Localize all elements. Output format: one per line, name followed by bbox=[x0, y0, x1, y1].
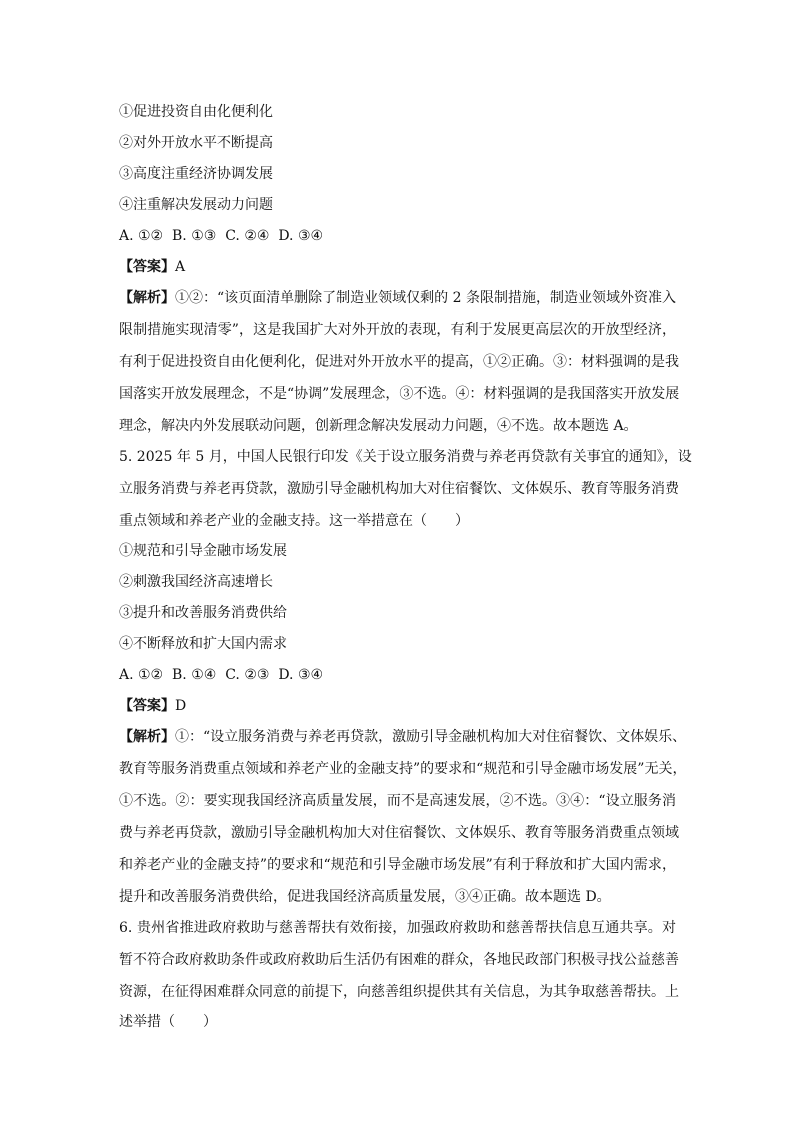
q6-stem-line-4: 述举措（ ） bbox=[119, 1014, 217, 1030]
q5-answer-label: 【答案】 bbox=[119, 698, 175, 714]
q5-analysis-line-4: 费与养老再贷款，激励引导金融机构加大对住宿餐饮、文体娱乐、教育等服务消费重点领域 bbox=[119, 825, 679, 841]
q5-option-4: ④不断释放和扩大国内需求 bbox=[119, 636, 287, 652]
q5-analysis-label: 【解析】 bbox=[119, 729, 175, 745]
q6-stem-line-1: 6. 贵州省推进政府救助与慈善帮扶有效衔接，加强政府救助和慈善帮扶信息互通共享。对 bbox=[119, 920, 676, 936]
q5-choices: A. ①② B. ①④ C. ②③ D. ③④ bbox=[119, 667, 324, 683]
q4-analysis-line-5: 理念，解决内外发展联动问题，创新理念解决发展动力问题，④不选。故本题选 A。 bbox=[119, 418, 638, 434]
q5-option-2: ②刺激我国经济高速增长 bbox=[119, 574, 273, 590]
q5-analysis-line-2: 教育等服务消费重点领域和养老产业的金融支持”的要求和“规范和引导金融市场发展”无关， bbox=[119, 761, 687, 777]
q5-stem-line-2: 立服务消费与养老再贷款，激励引导金融机构加大对住宿餐饮、文体娱乐、教育等服务消费 bbox=[119, 481, 679, 497]
q4-option-4: ④注重解决发展动力问题 bbox=[119, 197, 273, 213]
q5-analysis-line-1: 【解析】①：“设立服务消费与养老再贷款，激励引导金融机构加大对住宿餐饮、文体娱乐、 bbox=[119, 729, 687, 745]
q4-option-3: ③高度注重经济协调发展 bbox=[119, 166, 273, 182]
q4-analysis-line-3: 有利于促进投资自由化便利化，促进对外开放水平的提高，①②正确。③：材料强调的是我 bbox=[119, 354, 679, 370]
q5-option-3: ③提升和改善服务消费供给 bbox=[119, 605, 287, 621]
q5-option-1: ①规范和引导金融市场发展 bbox=[119, 543, 287, 559]
q4-analysis-label: 【解析】 bbox=[119, 290, 176, 306]
q4-option-1: ①促进投资自由化便利化 bbox=[119, 104, 273, 120]
q5-analysis-line-5: 和养老产业的金融支持”的要求和“规范和引导金融市场发展”有利于释放和扩大国内需求， bbox=[119, 857, 676, 873]
q6-stem-line-3: 资源，在征得困难群众同意的前提下，向慈善组织提供其有关信息，为其争取慈善帮扶。上 bbox=[119, 984, 679, 1000]
q4-answer-value: A bbox=[175, 259, 186, 275]
q5-stem-line-3: 重点领域和养老产业的金融支持。这一举措意在（ ） bbox=[119, 513, 469, 529]
q5-analysis-line-3: ①不选。②：要实现我国经济高质量发展，而不是高速发展，②不选。③④：“设立服务消 bbox=[119, 793, 676, 809]
q5-stem-line-1: 5. 2025 年 5 月，中国人民银行印发《关于设立服务消费与养老再贷款有关事宜的通知》，设 bbox=[119, 449, 692, 465]
q6-stem-line-2: 暂不符合政府救助条件或政府救助后生活仍有困难的群众，各地民政部门积极寻找公益慈善 bbox=[119, 952, 679, 968]
q4-analysis-line-1: 【解析】①②：“该页面清单删除了制造业领域仅剩的 2 条限制措施，制造业领域外资准入 bbox=[119, 290, 677, 306]
q4-analysis-line-2: 限制措施实现清零”，这是我国扩大对外开放的表现，有利于发展更高层次的开放型经济， bbox=[119, 322, 676, 338]
q4-answer bbox=[119, 258, 185, 276]
q5-answer bbox=[119, 697, 186, 715]
q4-analysis-line-4: 国落实开放发展理念，不是“协调”发展理念，③不选。④：材料强调的是我国落实开放发展 bbox=[119, 386, 680, 402]
q5-analysis-line-6: 提升和改善服务消费供给，促进我国经济高质量发展，③④正确。故本题选 D。 bbox=[119, 889, 611, 905]
q5-answer-value: D bbox=[175, 698, 187, 714]
q4-answer-label: 【答案】 bbox=[119, 259, 175, 275]
q4-option-2: ②对外开放水平不断提高 bbox=[119, 135, 273, 151]
q4-choices: A. ①② B. ①③ C. ②④ D. ③④ bbox=[119, 228, 324, 244]
